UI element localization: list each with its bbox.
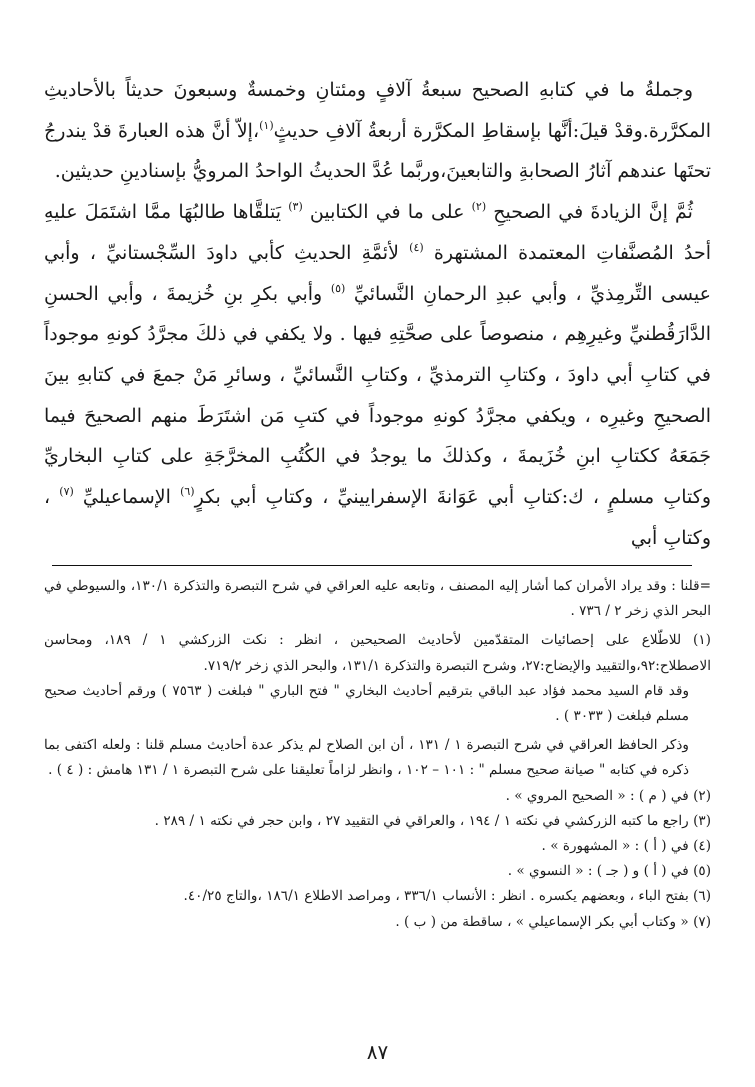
footnote-marker: (٤) (409, 240, 424, 254)
footnote (44, 628, 711, 678)
text-run: وأبي بكرِ بنِ خُزيمةَ ، وأبي الحسنِ الدَّارَقُطنيِّ وغيرِهِم ، منصوصاً على صحَّتِهِ فيها . ولا يكفي في ذلكَ مجرَّدُ كونهِ موجوداً في كتابِ أبي داودَ ، وكتابِ الترمذيِّ ، وكتابِ النَّسائيِّ ، وسائرِ مَنْ جمعَ في كتابهِ بينَ الصحيحِ وغيرِه ، ويكفي مجرَّدُ كونهِ موجوداً في كتبِ مَن اشتَرَطَ منهم الصحيحَ فيما جَمَعَهُ ككتابِ ابنِ خُزَيمةَ ، وكذلكَ ما يوجدُ في الكُتُبِ المخرَّجَةِ على كتابِ البخاريِّ وكتابِ مسلمٍ ، ك:كتابِ أبي عَوَانةَ الإسفرايينيِّ ، وكتابِ أبي بكرٍ (44, 282, 711, 509)
main-text (44, 70, 711, 558)
page-number: ٨٧ (366, 1040, 389, 1064)
footnote-marker: (٧) (59, 485, 74, 499)
text-run: (٢) في ( م ) : « الصحيح المروي » . (505, 787, 711, 804)
footnote-separator (52, 565, 692, 566)
paragraph (44, 192, 711, 558)
text-run: على ما في الكتابين (302, 201, 472, 224)
text-run: (٣) راجع ما كتبه الزركشي في نكته ١ / ١٩٤ ، والعراقي في التقييد ٢٧ ، وابن حجر في نكته ١ / ٢٨٩ . (154, 812, 711, 829)
text-run: (٧) « وكتاب أبي بكر الإسماعيلي » ، ساقطة من ( ب ) . (395, 913, 711, 930)
footnote (44, 574, 711, 624)
text-run: الإسماعيليِّ (73, 486, 181, 509)
paragraph (44, 70, 711, 192)
footnote-marker: (٥) (330, 281, 346, 295)
footnotes (44, 574, 711, 935)
footnote-marker: (٢) (471, 200, 487, 214)
text-run: (١) للاطّلاع على إحصائيات المتقدّمين لأحاديث الصحيحين ، انظر : نكت الزركشي ١ / ١٨٩، ومحاسن الاصطلاح:٩٢،والتقييد والإيضاح:٢٧، وشرح التبصرة والتذكرة ١٣١/١، والبحر الذي زخر ٧١٩/٢. (44, 632, 711, 674)
footnote-marker: (٣) (288, 200, 303, 214)
text-run: (٥) في ( أ ) و ( جـ ) : « النسوي » . (507, 863, 711, 880)
footnote (44, 733, 711, 783)
text-run: لأئمَّةِ الحديثِ كأبي داودَ السِّجْستانيِّ ، وأبي عيسى التِّرمِذيِّ ، وأبي عبدِ الرحمانِ النَّسائيِّ (44, 241, 711, 305)
text-run: ،إلاّ أنَّ هذه العبارةَ قدْ يندرجُ تحتَها عندهم آثارُ الصحابةِ والتابعينَ،وربَّما عُدَّ الحديثُ الواحدُ المرويُّ بإسنادينِ حديثين. (44, 119, 711, 183)
footnote (44, 809, 711, 834)
text-run: يَتلقَّاها طالبُهَا ممَّا اشتَمَلَ عليهِ أحدُ المُصنَّفاتِ المعتمدة المشتهرة (44, 201, 711, 264)
footnote (44, 679, 711, 729)
text-run: ثُمَّ إنَّ الزيادةَ في الصحيحِ (486, 201, 693, 224)
footnote (44, 859, 711, 884)
text-run: ، وكتابِ أبي (44, 486, 711, 549)
footnote (44, 910, 711, 935)
footnote (44, 884, 711, 909)
text-run: (٤) في ( أ ) : « المشهورة » . (541, 838, 711, 855)
text-run: (٦) بفتح الباء ، وبعضهم يكسره . انظر : الأنساب ٣٣٦/١ ، ومراصد الاطلاع ١٨٦/١ ،والتاج ٤٠/٢٥. (183, 888, 711, 905)
footnote-marker: (٦) (180, 485, 195, 499)
footnote-marker: (١) (259, 118, 274, 132)
footnote (44, 784, 711, 809)
text-run: =قلنا : وقد يراد الأمران كما أشار إليه المصنف ، وتابعه عليه العراقي في شرح التبصرة والتذكرة ١٣٠/١، والسيوطي في البحر الذي زخر ٢ / ٧٣٦ . (44, 578, 711, 620)
text-run: وجملةُ ما في كتابهِ الصحيح سبعةُ آلافٍ ومئتانِ وخمسةٌ وسبعونَ حديثاً بالأحاديثِ المكرَّرة.وقدْ قيلَ:أنَّها بإسقاطِ المكرَّرة أربعةُ آلافِ حديثٍ (44, 79, 711, 142)
text-run: وذكر الحافظ العراقي في شرح التبصرة ١ / ١٣١ ، أن ابن الصلاح لم يذكر عدة أحاديث مسلم قلنا : ولعله اكتفى بما ذكره في كتابه " صيانة صحيح مسلم " : ١٠١ – ١٠٢ ، وانظر لزاماً تعليقنا على شرح التبصرة ١ / ١٣١ هامش : ( ٤ ) . (44, 737, 689, 779)
text-run: وقد قام السيد محمد فؤاد عبد الباقي بترقيم أحاديث البخاري " فتح الباري " فبلغت ( ٧٥٦٣ ) ورقم أحاديث صحيح مسلم فبلغت ( ٣٠٣٣ ) . (44, 682, 690, 725)
footnote (44, 834, 711, 859)
